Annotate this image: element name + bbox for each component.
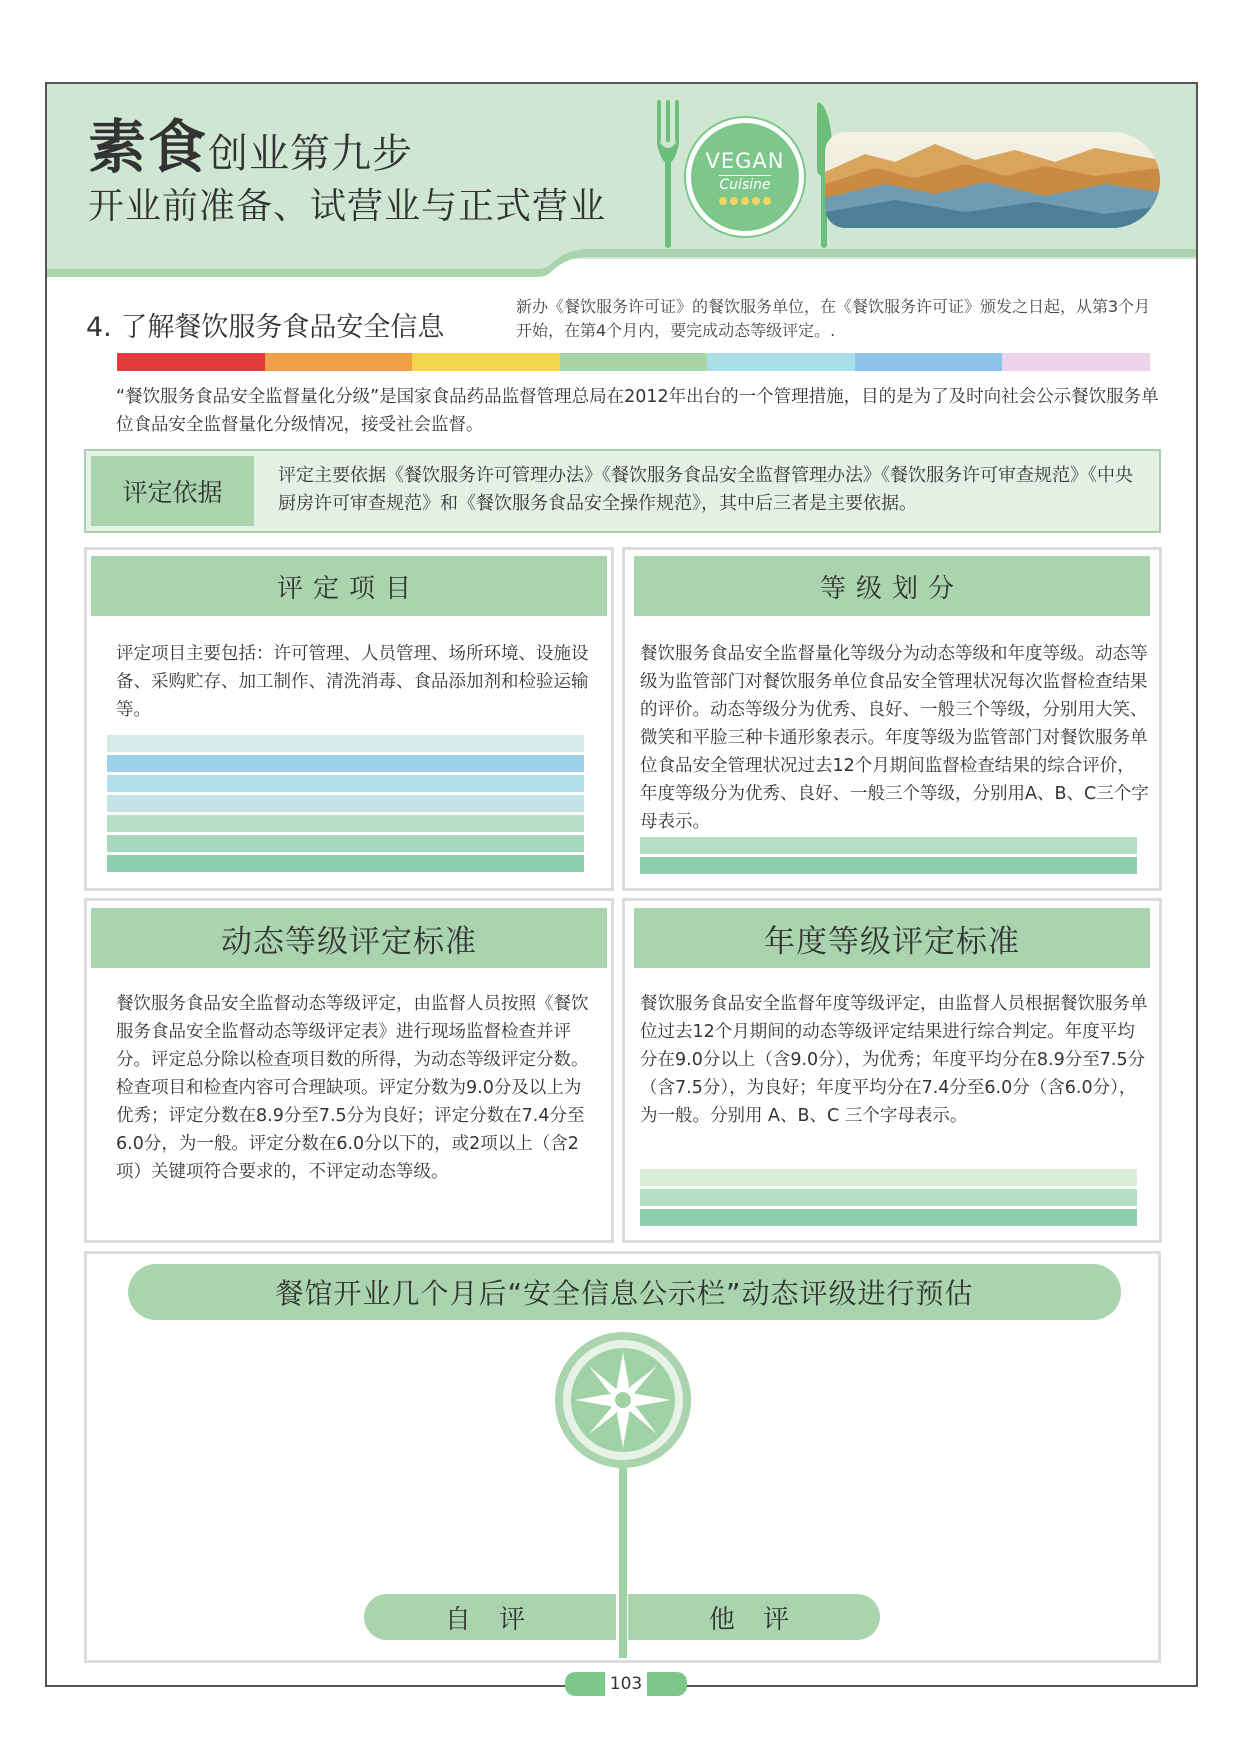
panel-text-dynamic-standard: 餐饮服务食品安全监督动态等级评定，由监督人员按照《餐饮服务食品安全监督动态等级评定表》进行现场监督检查并评分。评定总分除以检查项目数的所得，为动态等级评定分数。检查项目和检查内容可合理缺项。评定分数为9.0分及以上为优秀；评定分数在8.9分至7.5分为良好；评定分数在7.4分至6.0分，为一般。评定分数在6.0分以下的，或2项以上（含2项）关键项符合要求的，不评定动态等级。: [116, 994, 589, 1182]
decorative-stripes: [640, 1169, 1137, 1226]
page-title: 素食创业第九步: [88, 113, 414, 181]
basis-label: 评定依据: [91, 456, 254, 526]
decorative-stripes: [640, 837, 1137, 874]
panel-text-evaluation-items: 评定项目主要包括：许可管理、人员管理、场所环境、设施设备、采购贮存、加工制作、清洗消毒、食品添加剂和检验运输等。: [116, 644, 589, 720]
basis-text: 评定主要依据《餐饮服务许可管理办法》《餐饮服务食品安全监督管理办法》《餐饮服务许可审查规范》《中央厨房许可审查规范》和《餐饮服务食品安全操作规范》，其中后三者是主要依据。: [278, 465, 1133, 514]
panel-heading-annual-standard: 年度等级评定标准: [634, 908, 1150, 968]
panel-heading-grade-division: 等级划分: [634, 556, 1150, 616]
panel-heading-dynamic-standard: 动态等级评定标准: [91, 908, 607, 968]
rainbow-color-bar: [117, 353, 1150, 371]
color-segment: [1002, 353, 1150, 371]
page-number: 103: [605, 1670, 647, 1698]
vegan-cuisine-logo: VEGAN Cuisine: [686, 118, 804, 236]
panel-text-grade-division: 餐饮服务食品安全监督量化等级分为动态等级和年度等级。动态等级为监管部门对餐饮服务单位食品安全管理状况每次监督检查结果的评价。动态等级分为优秀、良好、一般三个等级，分别用大笑、微笑和平脸三种卡通形象表示。年度等级为监管部门对餐饮服务单位食品安全管理状况过去12个月期间监督检查结果的综合评价，年度等级分为优秀、良好、一般三个等级，分别用A、B、C三个字母表示。: [640, 644, 1149, 832]
color-segment: [560, 353, 708, 371]
external-evaluation-label: 他 评: [628, 1594, 880, 1640]
section-note: 新办《餐饮服务许可证》的餐饮服务单位，在《餐饮服务许可证》颁发之日起，从第3个月开始，在第4个月内，要完成动态等级评定。.: [516, 297, 1151, 340]
mountain-landscape-image: [825, 132, 1160, 228]
intro-paragraph: “餐饮服务食品安全监督量化分级”是国家食品药品监督管理总局在2012年出台的一个管理措施，目的是为了及时向社会公示餐饮服务单位食品安全监督量化分级情况，接受社会监督。: [116, 387, 1159, 435]
self-evaluation-label: 自 评: [364, 1594, 616, 1640]
color-segment: [412, 353, 560, 371]
estimate-title: 餐馆开业几个月后“安全信息公示栏”动态评级进行预估: [128, 1264, 1121, 1320]
color-segment: [265, 353, 413, 371]
header-wave-divider: [47, 243, 1196, 279]
color-segment: [117, 353, 265, 371]
page-subtitle: 开业前准备、试营业与正式营业: [88, 186, 607, 227]
fork-icon: [655, 100, 681, 250]
panel-text-annual-standard: 餐饮服务食品安全监督年度等级评定，由监督人员根据餐饮服务单位过去12个月期间的动态等级评定结果进行综合判定。年度平均分在9.0分以上（含9.0分），为优秀；年度平均分在8.9分至7.5分（含7.5分），为良好；年度平均分在7.4分至6.0分（含6.0分），为一般。分别用 A、B、C 三个字母表示。: [640, 994, 1148, 1126]
panel-heading-evaluation-items: 评定项目: [91, 556, 607, 616]
section-title: 4. 了解餐饮服务食品安全信息: [86, 312, 445, 343]
color-segment: [855, 353, 1003, 371]
color-segment: [707, 353, 855, 371]
page-number-tab-left: [565, 1672, 605, 1696]
decorative-stripes: [107, 735, 584, 872]
page-number-tab-right: [647, 1672, 687, 1696]
